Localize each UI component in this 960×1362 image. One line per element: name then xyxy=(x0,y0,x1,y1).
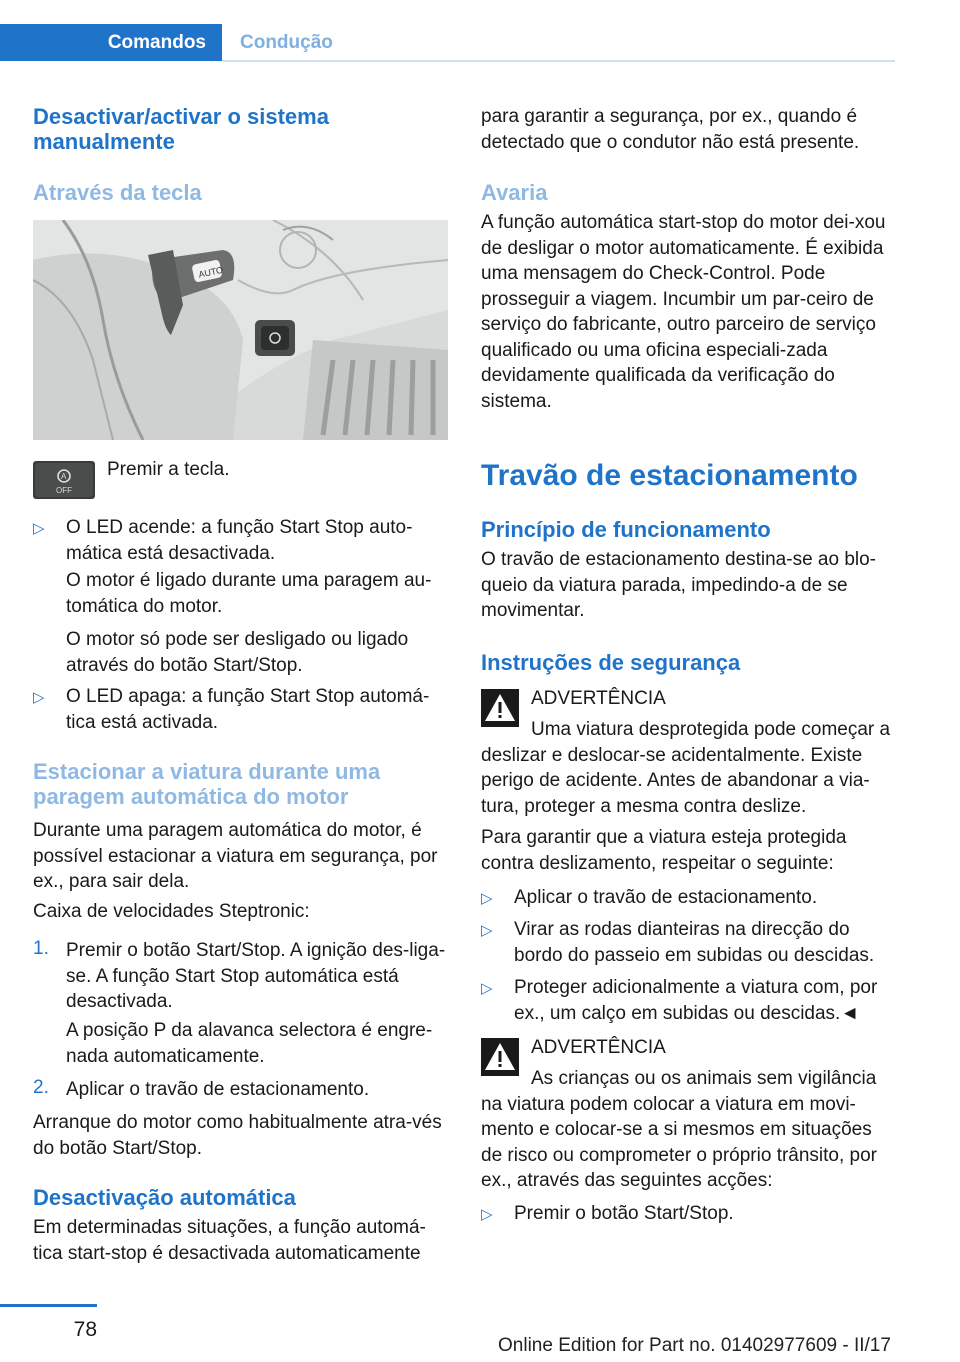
chapter-tabs xyxy=(0,24,333,61)
para-garantir: Para garantir que a viatura esteja protegida contra deslizamento, respeitar o seguinte: xyxy=(481,827,847,874)
bullet-marker: ▷ xyxy=(481,1206,493,1223)
heading-travao: Travão de estacionamento xyxy=(481,459,858,492)
page-number: 78 xyxy=(73,1318,97,1341)
heading-tecla: Através da tecla xyxy=(33,180,202,205)
para-arranque: Arranque do motor como habitualmente atra‐vés do botão Start/Stop. xyxy=(33,1112,442,1159)
para-desactivacao: Em determinadas situações, a função automá‐tica start-stop é desactivada automaticamente xyxy=(33,1217,426,1264)
bullet-travao: Aplicar o travão de estacionamento. xyxy=(514,887,818,908)
footer-accent-line xyxy=(0,1304,97,1307)
heading-estacionar: Estacionar a viatura durante uma paragem automática do motor xyxy=(33,759,381,809)
warning-2-text: As crianças ou os animais sem vigilância na viatura podem colocar a viatura em movi‐mento e colocar-se a si mesmos em situações de risco ou comprometer o próprio trânsito, por ex., através das seguintes acções: xyxy=(481,1068,878,1191)
tab-conducao[interactable]: Condução xyxy=(240,31,333,53)
heading-manual: Desactivar/activar o sistema manualmente xyxy=(33,104,329,154)
bullet-marker: ▷ xyxy=(481,980,493,997)
para-continued: para garantir a segurança, por ex., quando é detectado que o condutor não está presente. xyxy=(481,106,860,153)
bullet-start-stop: Premir o botão Start/Stop. xyxy=(514,1203,734,1224)
bullet-led-on-sub1: O motor é ligado durante uma paragem au‐tomática do motor. xyxy=(66,570,432,617)
warning-1-text: Uma viatura desprotegida pode começar a deslizar e deslocar-se acidentalmente. Existe perigo de acidente. Antes de abandonar a via‐tura, proteger a mesma contra deslize. xyxy=(481,719,891,817)
svg-text:A: A xyxy=(61,472,67,481)
header-divider xyxy=(222,60,895,62)
warning-1-body xyxy=(481,717,896,819)
warning-1-title: ADVERTÊNCIA xyxy=(531,688,666,709)
button-off-label: OFF xyxy=(56,486,72,495)
step-1-sub: A posição P da alavanca selectora é engre‐nada automaticamente. xyxy=(66,1020,433,1067)
bullet-rodas: Virar as rodas dianteiras na direcção do bordo do passeio em subidas ou descidas. xyxy=(514,919,875,966)
heading-principio: Princípio de funcionamento xyxy=(481,517,771,542)
heading-instrucoes: Instruções de segurança xyxy=(481,650,741,675)
para-principio: O travão de estacionamento destina-se ao blo‐queio da viatura parada, impedindo-a de se movimentar. xyxy=(481,549,877,621)
bullet-calco: Proteger adicionalmente a viatura com, por ex., um calço em subidas ou descidas.◄ xyxy=(514,977,878,1024)
steering-column-figure xyxy=(33,220,448,440)
heading-avaria: Avaria xyxy=(481,180,548,205)
bullet-led-on-sub2: O motor só pode ser desligado ou ligado através do botão Start/Stop. xyxy=(66,629,409,676)
step-number: 2. xyxy=(33,1077,49,1098)
tab-comandos[interactable]: Comandos xyxy=(0,24,222,61)
para-steptronic: Caixa de velocidades Steptronic: xyxy=(33,901,310,922)
step-2: Aplicar o travão de estacionamento. xyxy=(66,1079,370,1100)
bullet-led-on: O LED acende: a função Start Stop auto‐mática está desactivada. xyxy=(66,517,413,564)
para-avaria: A função automática start-stop do motor dei‐xou de desligar o motor automaticamente. É exibida uma mensagem do Check-Control. Pode prosseguir a viagem. Incumbir um par‐ceiro de serviço do fabricante, outro parceiro de serviço qualificado ou uma oficina especiali‐zada devidamente qualificada da verificação do sistema. xyxy=(481,212,886,412)
bullet-marker: ▷ xyxy=(481,922,493,939)
para-estacionar: Durante uma paragem automática do motor, é possível estacionar a viatura em segurança, por ex., para sair dela. xyxy=(33,820,438,892)
warning-2-body xyxy=(481,1066,896,1194)
button-caption: Premir a tecla. xyxy=(107,459,230,480)
step-1: Premir o botão Start/Stop. A ignição des‐liga-se. A função Start Stop automática está desactivada. xyxy=(66,940,446,1012)
bullet-marker: ▷ xyxy=(481,890,493,907)
step-number: 1. xyxy=(33,938,49,959)
stalk-auto-label: AUTO xyxy=(197,264,224,280)
heading-desactivacao: Desactivação automática xyxy=(33,1185,296,1210)
bullet-marker: ▷ xyxy=(33,689,45,706)
auto-start-stop-button-icon xyxy=(33,461,95,499)
bullet-marker: ▷ xyxy=(33,520,45,537)
warning-2-title: ADVERTÊNCIA xyxy=(531,1037,666,1058)
online-edition: Online Edition for Part no. 01402977609 - II/17 xyxy=(498,1335,891,1356)
bullet-led-off: O LED apaga: a função Start Stop automá‐tica está activada. xyxy=(66,686,430,733)
